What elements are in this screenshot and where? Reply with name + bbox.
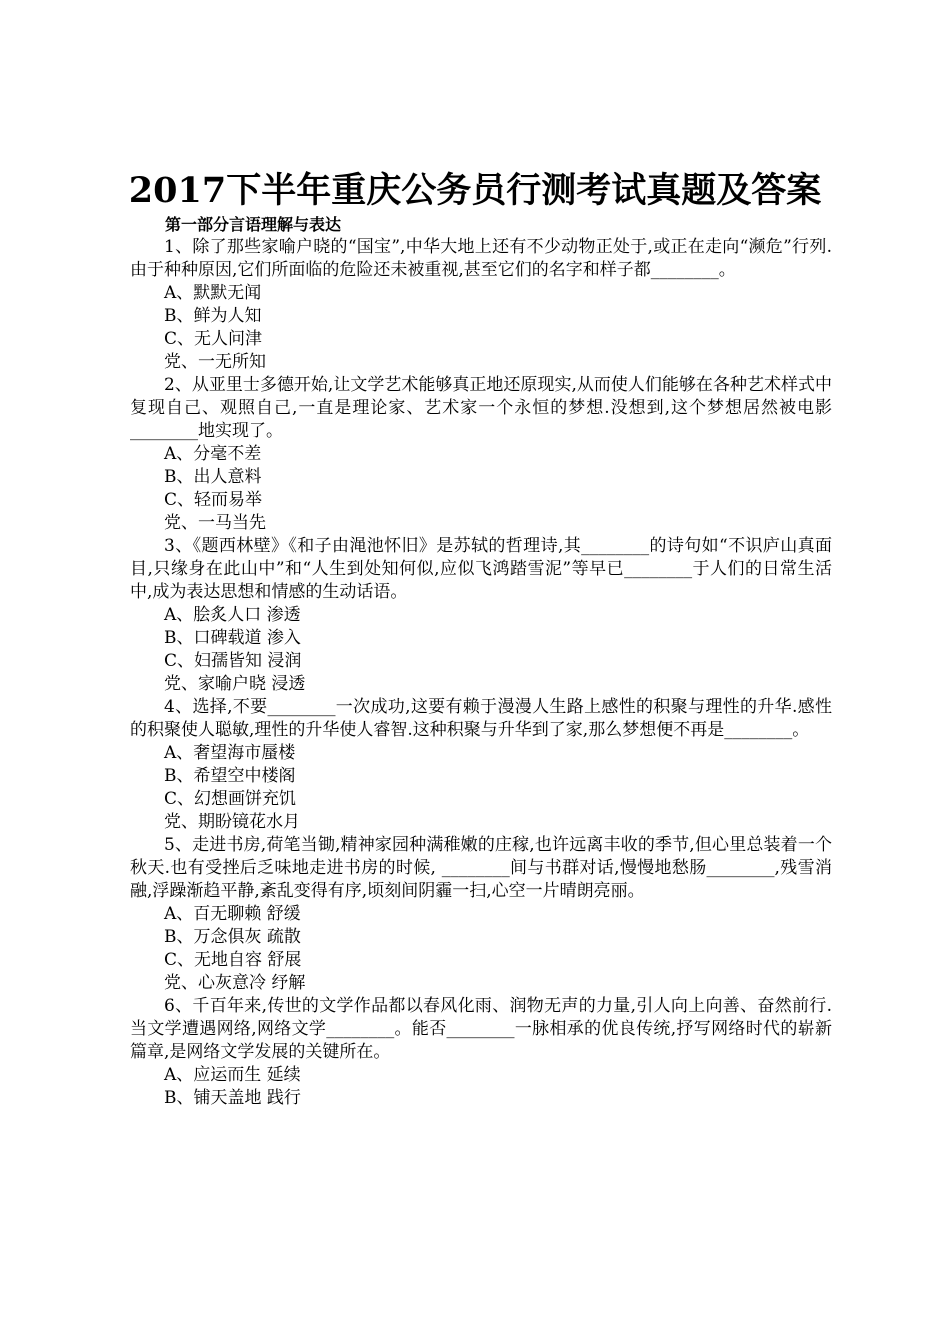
- question-stem: 4、选择,不要________一次成功,这要有赖于漫漫人生路上感性的积聚与理性的升华.感性的积聚使人聪敏,理性的升华使人睿智.这种积聚与升华到了家,那么梦想便不再是________。: [130, 697, 832, 740]
- answer-option: B、出人意料: [164, 467, 262, 487]
- question-block: [130, 834, 832, 995]
- question-stem: 3、《题西林壁》《和子由渑池怀旧》是苏轼的哲理诗,其________的诗句如“不识庐山真面目,只缘身在此山中”和“人生到处知何似,应似飞鸿踏雪泥”等早已________于人们的日常生活中,成为表达思想和情感的生动话语。: [130, 536, 832, 602]
- answer-option: A、分毫不差: [164, 444, 262, 464]
- question-block: [130, 995, 832, 1110]
- answer-option: 党、一无所知: [164, 352, 266, 372]
- answer-option: 党、家喻户晓 浸透: [164, 674, 306, 694]
- answer-option: B、希望空中楼阁: [164, 766, 296, 786]
- answer-option: B、口碑载道 渗入: [164, 628, 301, 648]
- question-block: [130, 236, 832, 374]
- question-stem: 5、走进书房,荷笔当锄,精神家园种满稚嫩的庄稼,也许远离丰收的季节,但心里总装着一个秋天.也有受挫后乏味地走进书房的时候, ________间与书群对话,慢慢地愁肠________,残雪消融,浮躁渐趋平静,紊乱变得有序,顷刻间阴霾一扫,心空一片晴朗亮丽。: [130, 835, 832, 901]
- answer-option: C、轻而易举: [164, 490, 263, 510]
- answer-option: B、铺天盖地 践行: [164, 1088, 301, 1108]
- answer-option: 党、一马当先: [164, 513, 266, 533]
- section-heading: 第一部分言语理解与表达: [165, 215, 342, 234]
- answer-option: C、无地自容 舒展: [164, 950, 302, 970]
- question-block: [130, 535, 832, 696]
- document-body: [130, 236, 832, 1110]
- question-block: [130, 374, 832, 535]
- answer-option: C、幻想画饼充饥: [164, 789, 297, 809]
- question-stem: 2、从亚里士多德开始,让文学艺术能够真正地还原现实,从而使人们能够在各种艺术样式中复现自己、观照自己,一直是理论家、艺术家一个永恒的梦想.没想到,这个梦想居然被电影________地实现了。: [130, 375, 832, 441]
- answer-option: A、奢望海市蜃楼: [164, 743, 296, 763]
- question-stem: 1、除了那些家喻户晓的“国宝”,中华大地上还有不少动物正处于,或正在走向“濒危”行列.由于种种原因,它们所面临的危险还未被重视,甚至它们的名字和样子都________。: [130, 237, 832, 280]
- answer-option: A、应运而生 延续: [164, 1065, 301, 1085]
- answer-option: C、无人问津: [164, 329, 263, 349]
- answer-option: C、妇孺皆知 浸润: [164, 651, 302, 671]
- answer-option: A、脍炙人口 渗透: [164, 605, 301, 625]
- question-stem: 6、千百年来,传世的文学作品都以春风化雨、润物无声的力量,引人向上向善、奋然前行.当文学遭遇网络,网络文学________。能否________一脉相承的优良传统,抒写网络时代的崭新篇章,是网络文学发展的关键所在。: [130, 996, 832, 1062]
- document-title: 2017下半年重庆公务员行测考试真题及答案: [128, 170, 822, 211]
- answer-option: 党、期盼镜花水月: [164, 812, 300, 832]
- answer-option: 党、心灰意冷 纾解: [164, 973, 306, 993]
- answer-option: B、万念俱灰 疏散: [164, 927, 301, 947]
- answer-option: A、百无聊赖 舒缓: [164, 904, 301, 924]
- answer-option: A、默默无闻: [164, 283, 262, 303]
- answer-option: B、鲜为人知: [164, 306, 262, 326]
- question-block: [130, 696, 832, 834]
